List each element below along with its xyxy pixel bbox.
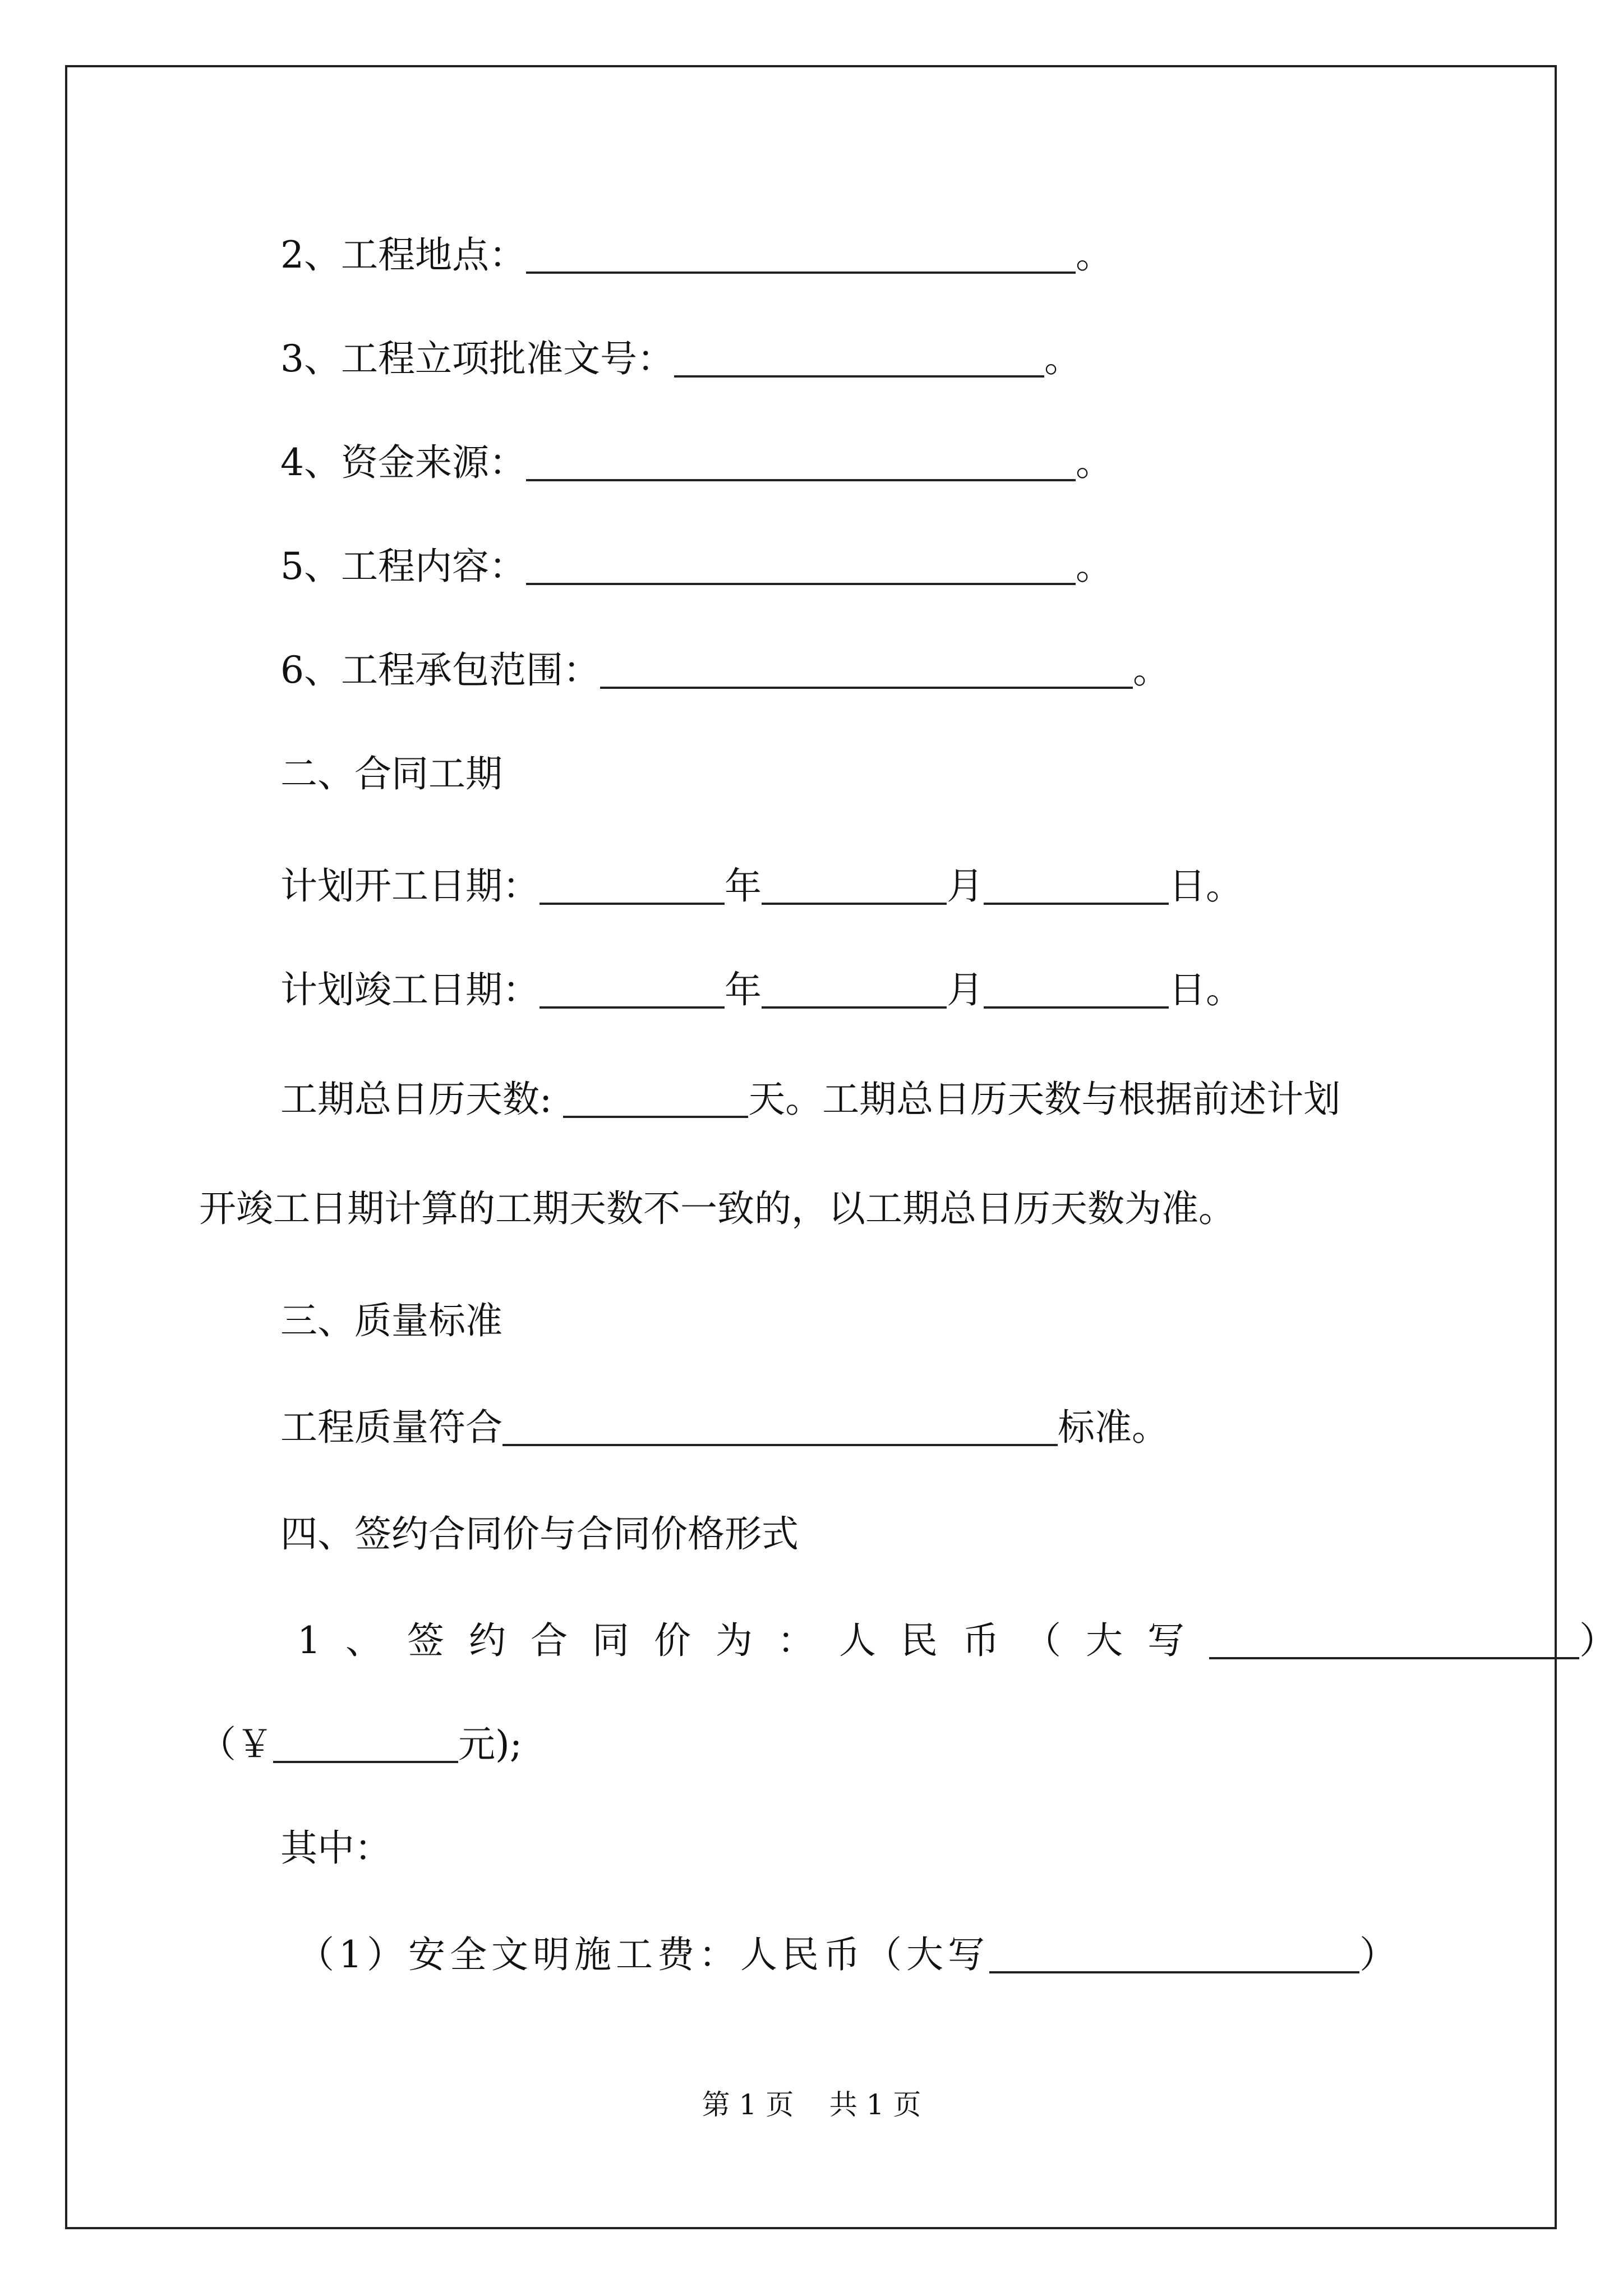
total-days-label: 工期总日历天数:	[280, 1078, 552, 1121]
price-amount-field[interactable]	[273, 1714, 458, 1763]
safety-fee-close-paren: ）	[1359, 1933, 1396, 1976]
approval-number-field[interactable]	[674, 328, 1044, 378]
contract-price-line-2	[0, 1714, 1623, 1775]
section-heading-price	[0, 1503, 1623, 1565]
item-label: 6、工程承包范围：	[280, 648, 600, 692]
item-suffix: 。	[1076, 233, 1113, 277]
safety-fee-line	[0, 1924, 1623, 1986]
day-unit: 日。	[1169, 968, 1243, 1011]
item-label: 3、工程立项批准文号：	[280, 337, 674, 380]
page-number-footer: 第 1 页 共 1 页	[702, 2088, 921, 2121]
year-unit: 年	[725, 864, 762, 908]
item-suffix: 。	[1076, 441, 1113, 484]
funding-source-field[interactable]	[526, 432, 1076, 481]
quality-standard-field[interactable]	[502, 1397, 1058, 1446]
heading-text: 三、质量标准	[280, 1299, 502, 1342]
item-suffix: 。	[1076, 545, 1113, 588]
contract-price-label: 1、签约合同价为：人民币（大写	[297, 1619, 1209, 1662]
among-label: 其中：	[280, 1826, 391, 1870]
day-unit: 日。	[1169, 864, 1243, 908]
end-day-field[interactable]	[984, 959, 1169, 1009]
end-month-field[interactable]	[762, 959, 947, 1009]
price-close-paren: ）	[1579, 1619, 1616, 1662]
total-days-text: 天。工期总日历天数与根据前述计划	[748, 1078, 1341, 1121]
among-label-line	[0, 1818, 1623, 1879]
item-contract-scope	[0, 639, 1623, 701]
start-day-field[interactable]	[984, 855, 1169, 905]
quality-label: 工程质量符合	[280, 1406, 502, 1449]
month-unit: 月	[947, 864, 984, 908]
contract-scope-field[interactable]	[600, 639, 1133, 689]
end-date-label: 计划竣工日期：	[280, 968, 540, 1011]
year-unit: 年	[725, 968, 762, 1011]
month-unit: 月	[947, 968, 984, 1011]
total-days-line-2	[0, 1178, 1623, 1240]
start-date-label: 计划开工日期：	[280, 864, 540, 908]
yuan-close: 元);	[458, 1723, 522, 1766]
item-funding-source	[0, 432, 1623, 494]
item-suffix: 。	[1133, 648, 1170, 692]
end-year-field[interactable]	[540, 959, 725, 1009]
planned-end-date	[0, 959, 1623, 1021]
project-content-field[interactable]	[526, 536, 1076, 585]
item-label: 4、资金来源：	[280, 441, 526, 484]
total-days-line-1	[0, 1069, 1623, 1130]
heading-text: 二、合同工期	[280, 752, 502, 795]
start-month-field[interactable]	[762, 855, 947, 905]
total-days-text-continued: 开竣工日期计算的工期天数不一致的，以工期总日历天数为准。	[199, 1187, 1235, 1230]
quality-standard	[0, 1397, 1623, 1458]
item-approval-number	[0, 328, 1623, 390]
safety-fee-label: （1）安全文明施工费：人民币（大写	[297, 1933, 989, 1976]
total-days-field[interactable]	[563, 1069, 748, 1118]
item-project-location	[0, 224, 1623, 286]
planned-start-date	[0, 855, 1623, 917]
project-location-field[interactable]	[526, 224, 1076, 274]
item-suffix: 。	[1044, 337, 1081, 380]
item-label: 2、工程地点：	[280, 233, 526, 277]
yuan-open: （￥	[199, 1723, 273, 1766]
contract-price-line-1	[0, 1610, 1623, 1672]
heading-text: 四、签约合同价与合同价格形式	[280, 1512, 799, 1556]
item-label: 5、工程内容：	[280, 545, 526, 588]
item-project-content	[0, 536, 1623, 597]
quality-suffix: 标准。	[1058, 1406, 1169, 1449]
price-words-field[interactable]	[1209, 1610, 1579, 1659]
section-heading-quality	[0, 1290, 1623, 1352]
section-heading-duration	[0, 743, 1623, 805]
start-year-field[interactable]	[540, 855, 725, 905]
safety-fee-words-field[interactable]	[989, 1924, 1359, 1973]
